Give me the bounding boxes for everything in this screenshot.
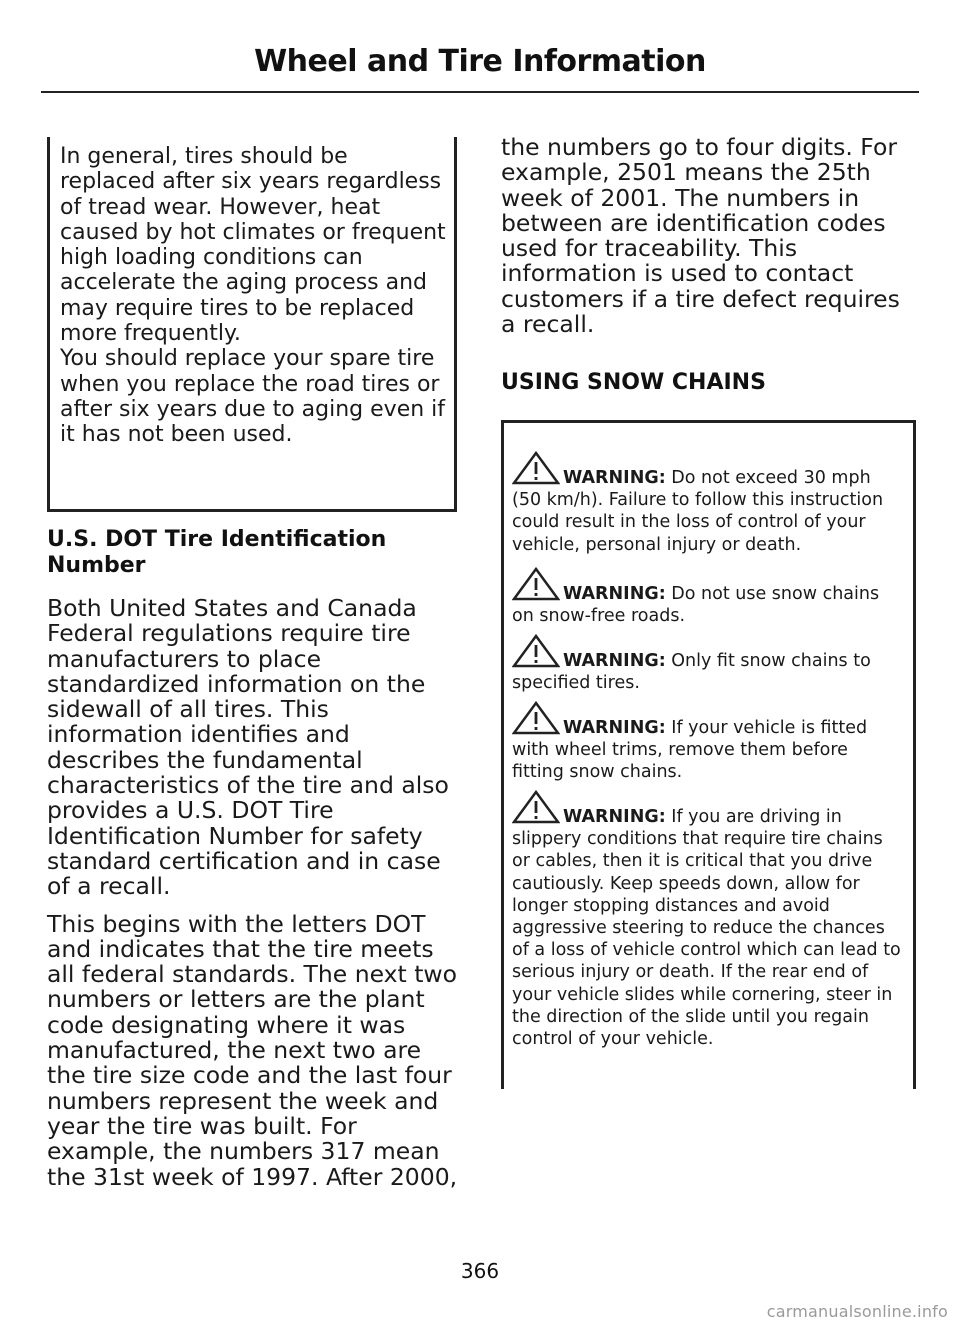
warning-item — [512, 567, 904, 627]
dot-paragraph-2: This begins with the letters DOT and indicates that the tire meets all federal standards. The next two numbers or letters are the plant code designating where it was manufactured, the next two are the tire size code and the last four numbers represent the week and year the tire was built. For example, the numbers 317 mean the 31st week of 1997. After 2000, — [47, 909, 458, 1191]
dot-paragraph-1: Both United States and Canada Federal regulations require tire manufacturers to place standardized information on the sidewall of all tires. This information identifies and describes the fundamental characteristics of the tire and also provides a U.S. DOT Tire Identification Number for safety standard certification and in case of a recall. — [47, 594, 449, 901]
warning-triangle-icon — [512, 634, 560, 668]
warning-triangle-icon — [512, 790, 560, 824]
note-paragraph-2: You should replace your spare tire when you replace the road tires or after six years due to aging even if it has not been used. — [60, 346, 446, 448]
warning-label: WARNING: — [563, 468, 666, 488]
warning-text: If your vehicle is fitted with wheel trims, remove them before fitting snow chains. — [512, 718, 868, 783]
warning-triangle-icon — [512, 701, 560, 735]
warning-item — [512, 701, 904, 784]
snow-chains-heading: USING SNOW CHAINS — [501, 370, 766, 395]
dot-section-body — [47, 596, 462, 1190]
warning-triangle-icon — [512, 451, 560, 485]
note-paragraph-1: In general, tires should be replaced after six years regardless of tread wear. However, heat caused by hot climates or frequent high loading conditions can accelerate the aging process and may require tires to be replaced more frequently. — [60, 144, 446, 347]
header-divider — [41, 91, 919, 93]
dot-paragraph-continuation: the numbers go to four digits. For example, 2501 means the 25th week of 2001. The numbers in between are identification codes used for traceability. This information is used to contact customers if a tire defect requires a recall. — [501, 133, 900, 339]
warning-item — [512, 634, 904, 694]
warning-text: Only fit snow chains to specified tires. — [512, 651, 871, 694]
warning-label: WARNING: — [563, 584, 666, 604]
warning-text: If you are driving in slippery conditions that require tire chains or cables, then it is critical that you drive cautiously. Keep speeds down, allow for longer stopping distances and avoid aggressive steering to reduce the chances of a loss of vehicle control which can lead to serious injury or death. If the rear end of your vehicle slides while cornering, steer in the direction of the slide until you regain control of your vehicle. — [512, 807, 901, 1050]
warning-text: Do not exceed 30 mph (50 km/h). Failure to follow this instruction could result in the loss of control of your vehicle, personal injury or death. — [512, 468, 884, 555]
warning-item — [512, 790, 904, 1050]
watermark: carmanualsonline.info — [766, 1302, 948, 1321]
page-title: Wheel and Tire Information — [254, 44, 706, 79]
warning-text: Do not use snow chains on snow-free roads. — [512, 584, 880, 627]
warnings-box — [501, 420, 916, 1089]
note-text — [60, 144, 448, 448]
dot-section-heading: U.S. DOT Tire Identification Number — [47, 527, 387, 578]
warning-item — [512, 451, 904, 556]
warning-label: WARNING: — [563, 651, 666, 671]
note-box — [47, 137, 457, 512]
warning-label: WARNING: — [563, 718, 666, 738]
dot-section-continuation — [501, 135, 916, 337]
warning-triangle-icon — [512, 567, 560, 601]
warning-label: WARNING: — [563, 807, 666, 827]
page-number: 366 — [460, 1259, 500, 1283]
